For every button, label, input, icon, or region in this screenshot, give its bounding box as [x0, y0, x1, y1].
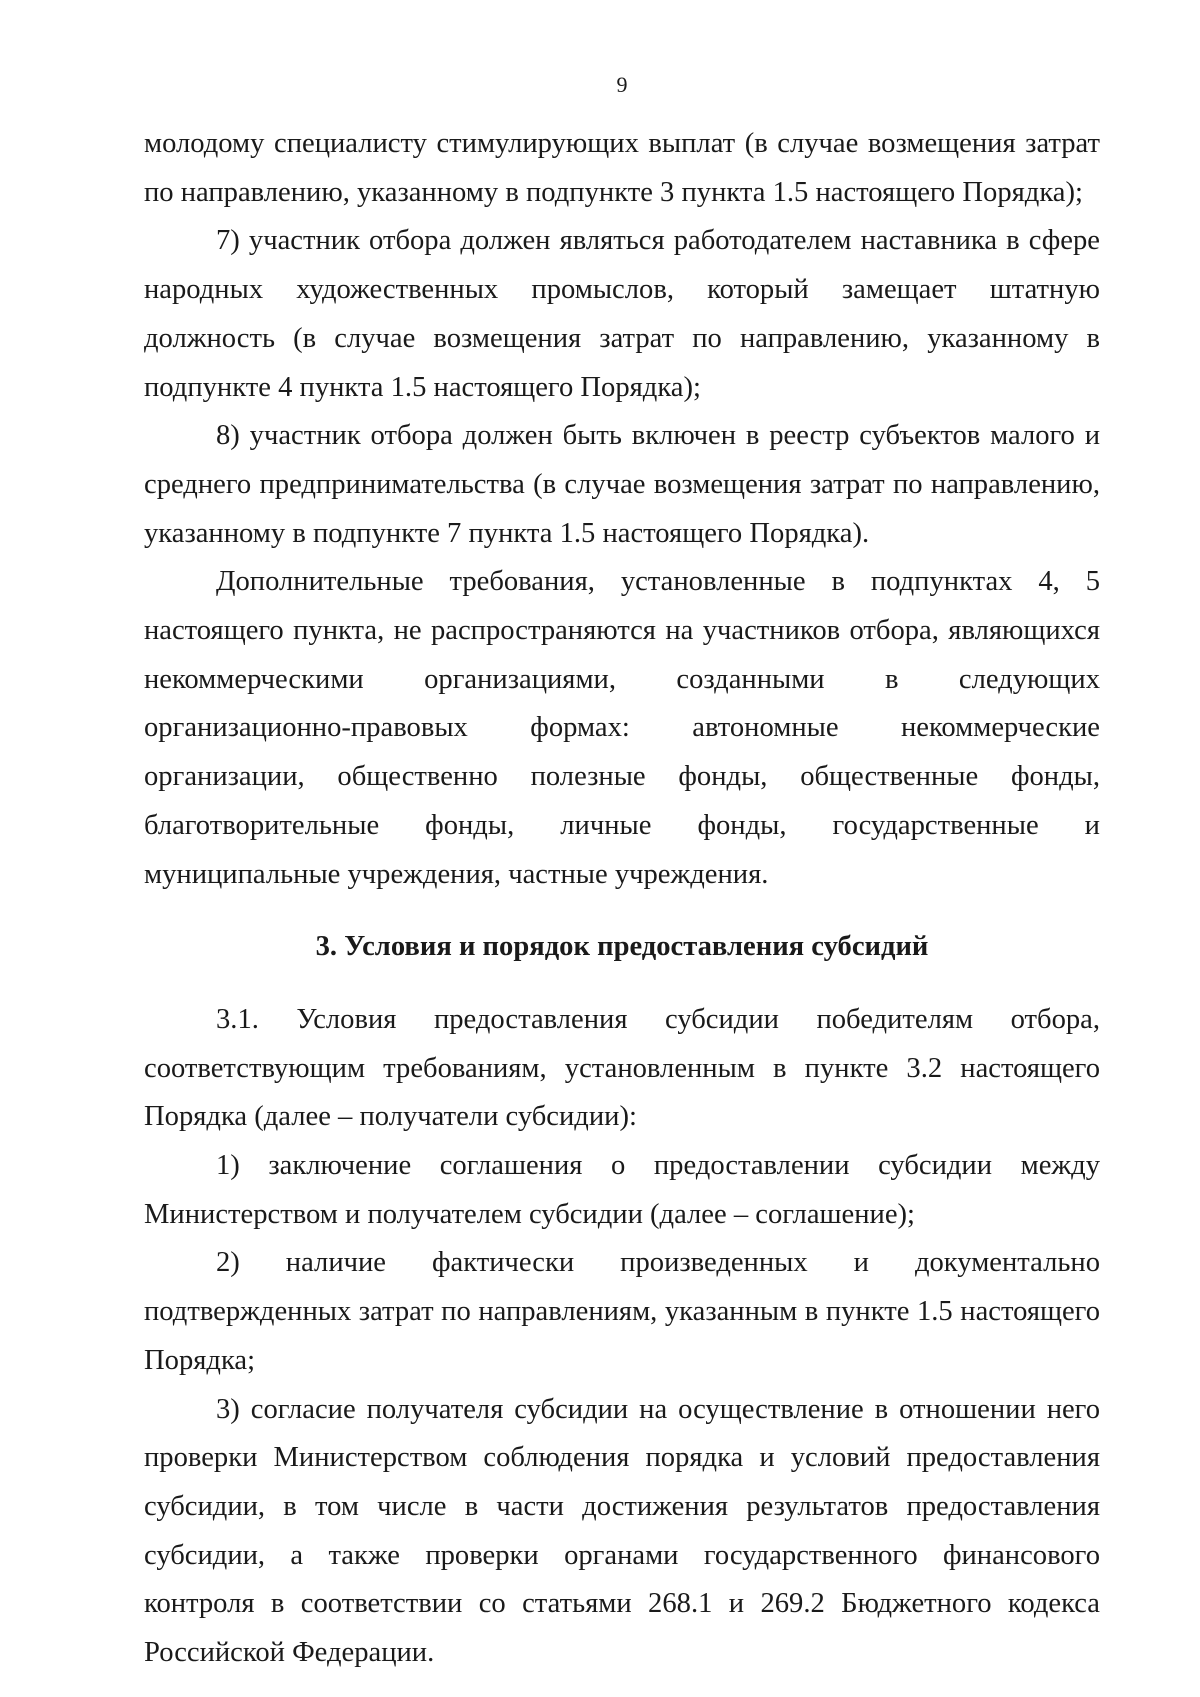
paragraph-continuation: молодому специалисту стимулирующих выплат (в случае возмещения затрат по направлению, указанному в подпункте 3 пункта 1.5 настоящего Порядка); [144, 128, 1100, 208]
paragraph-condition-1: 1) заключение соглашения о предоставлении субсидии между Министерством и получателем субсидии (далее – соглашение); [144, 1150, 1100, 1230]
paragraph-condition-2: 2) наличие фактически произведенных и документально подтвержденных затрат по направлениям, указанным в пункте 1.5 настоящего Порядка; [144, 1247, 1100, 1376]
paragraph-condition-3: 3) согласие получателя субсидии на осуществление в отношении него проверки Министерством соблюдения порядка и условий предоставления субсидии, в том числе в части достижения результатов предоставления субсидии, а также проверки органами государственного финансового контроля в соответствии со статьями 268.1 и 269.2 Бюджетного кодекса Российской Федерации. [144, 1393, 1100, 1669]
paragraph-item-7: 7) участник отбора должен являться работодателем наставника в сфере народных художественных промыслов, который замещает штатную должность (в случае возмещения затрат по направлению, указанному в подпункте 4 пункта 1.5 настоящего Порядка); [144, 225, 1100, 403]
paragraph-3-1: 3.1. Условия предоставления субсидии победителям отбора, соответствующим требованиям, установленным в пункте 3.2 настоящего Порядка (далее – получатели субсидии): [144, 1003, 1100, 1133]
page-number: 9 [616, 72, 628, 97]
document-body [144, 120, 1100, 1678]
paragraph-additional-requirements: Дополнительные требования, установленные в подпунктах 4, 5 настоящего пункта, не распространяются на участников отбора, являющихся некоммерческими организациями, созданными в следующих организационно-правовых формах: автономные некоммерческие организации, общественно полезные фонды, общественные фонды, благотворительные фонды, личные фонды, государственные и муниципальные учреждения, частные учреждения. [144, 566, 1100, 890]
paragraph-item-8: 8) участник отбора должен быть включен в реестр субъектов малого и среднего предпринимательства (в случае возмещения затрат по направлению, указанному в подпункте 7 пункта 1.5 настоящего Порядка). [144, 420, 1100, 549]
section-heading: 3. Условия и порядок предоставления субсидий [315, 931, 929, 963]
